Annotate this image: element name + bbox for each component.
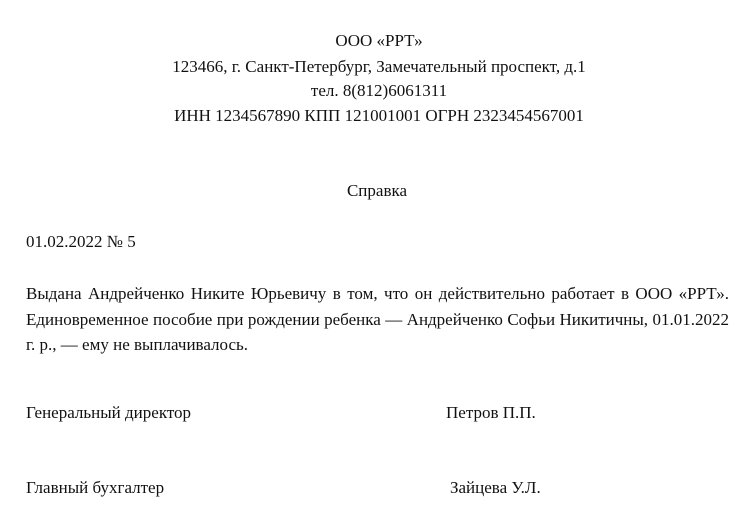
signature-role-director: Генеральный директор [26,403,192,422]
organization-ids: ИНН 1234567890 КПП 121001001 ОГРН 2323454567001 [174,106,584,125]
signature-name-director: Петров П.П. [446,403,536,422]
document-date-number: 01.02.2022 № 5 [26,232,136,251]
organization-phone: тел. 8(812)6061311 [310,81,448,100]
organization-name: ООО «РРТ» [335,31,423,50]
organization-address: 123466, г. Санкт-Петербург, Замечательный проспект, д.1 [172,57,586,76]
signature-name-accountant: Зайцева У.Л. [450,478,541,497]
signature-role-accountant: Главный бухгалтер [26,478,165,497]
document-title: Справка [346,181,408,200]
document-body: Выдана Андрейченко Никите Юрьевичу в том, что он действительно работает в ООО «РРТ». Единовременное пособие при рождении ребенка — Андрейченко Софьи Никитичны, 01.01.2022 г. р., — ему не выплачивалось. [26,284,729,354]
